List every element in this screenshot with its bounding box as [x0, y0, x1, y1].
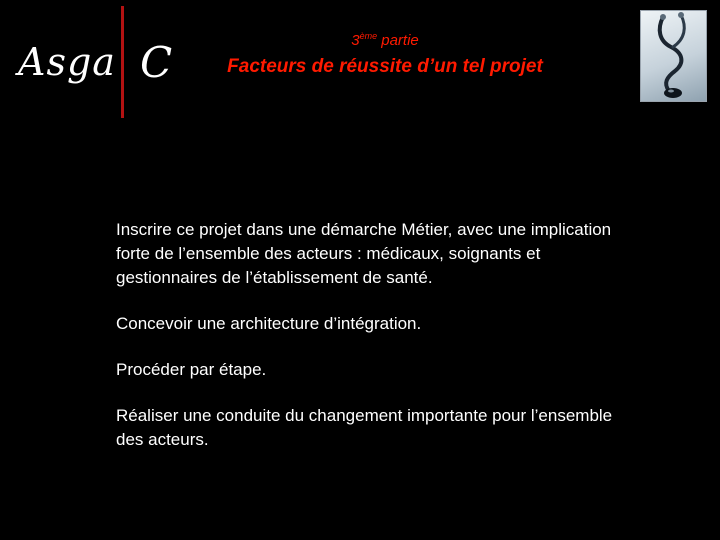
part-word: partie [381, 32, 419, 49]
slide-title: Facteurs de réussite d’un tel projet [227, 56, 543, 77]
list-item: Inscrire ce projet dans une démarche Métier, avec une implication forte de l’ensemble des acteurs : médicaux, soignants et gestionnaires de l’établissement de santé. [116, 220, 612, 287]
part-suffix: ème [359, 31, 378, 41]
stethoscope-icon [640, 10, 707, 102]
bullet-list [116, 218, 626, 474]
asga-logo [14, 6, 184, 120]
list-item: Procéder par étape. [116, 360, 267, 379]
part-label [190, 26, 580, 51]
logo-mark: C [140, 38, 173, 87]
slide-header [190, 26, 580, 79]
list-item: Réaliser une conduite du changement importante pour l’ensemble des acteurs. [116, 406, 613, 449]
logo-word: Asga [18, 40, 116, 84]
part-number: 3 [351, 32, 360, 49]
list-item: Concevoir une architecture d’intégration. [116, 314, 422, 333]
logo-divider [121, 6, 124, 118]
